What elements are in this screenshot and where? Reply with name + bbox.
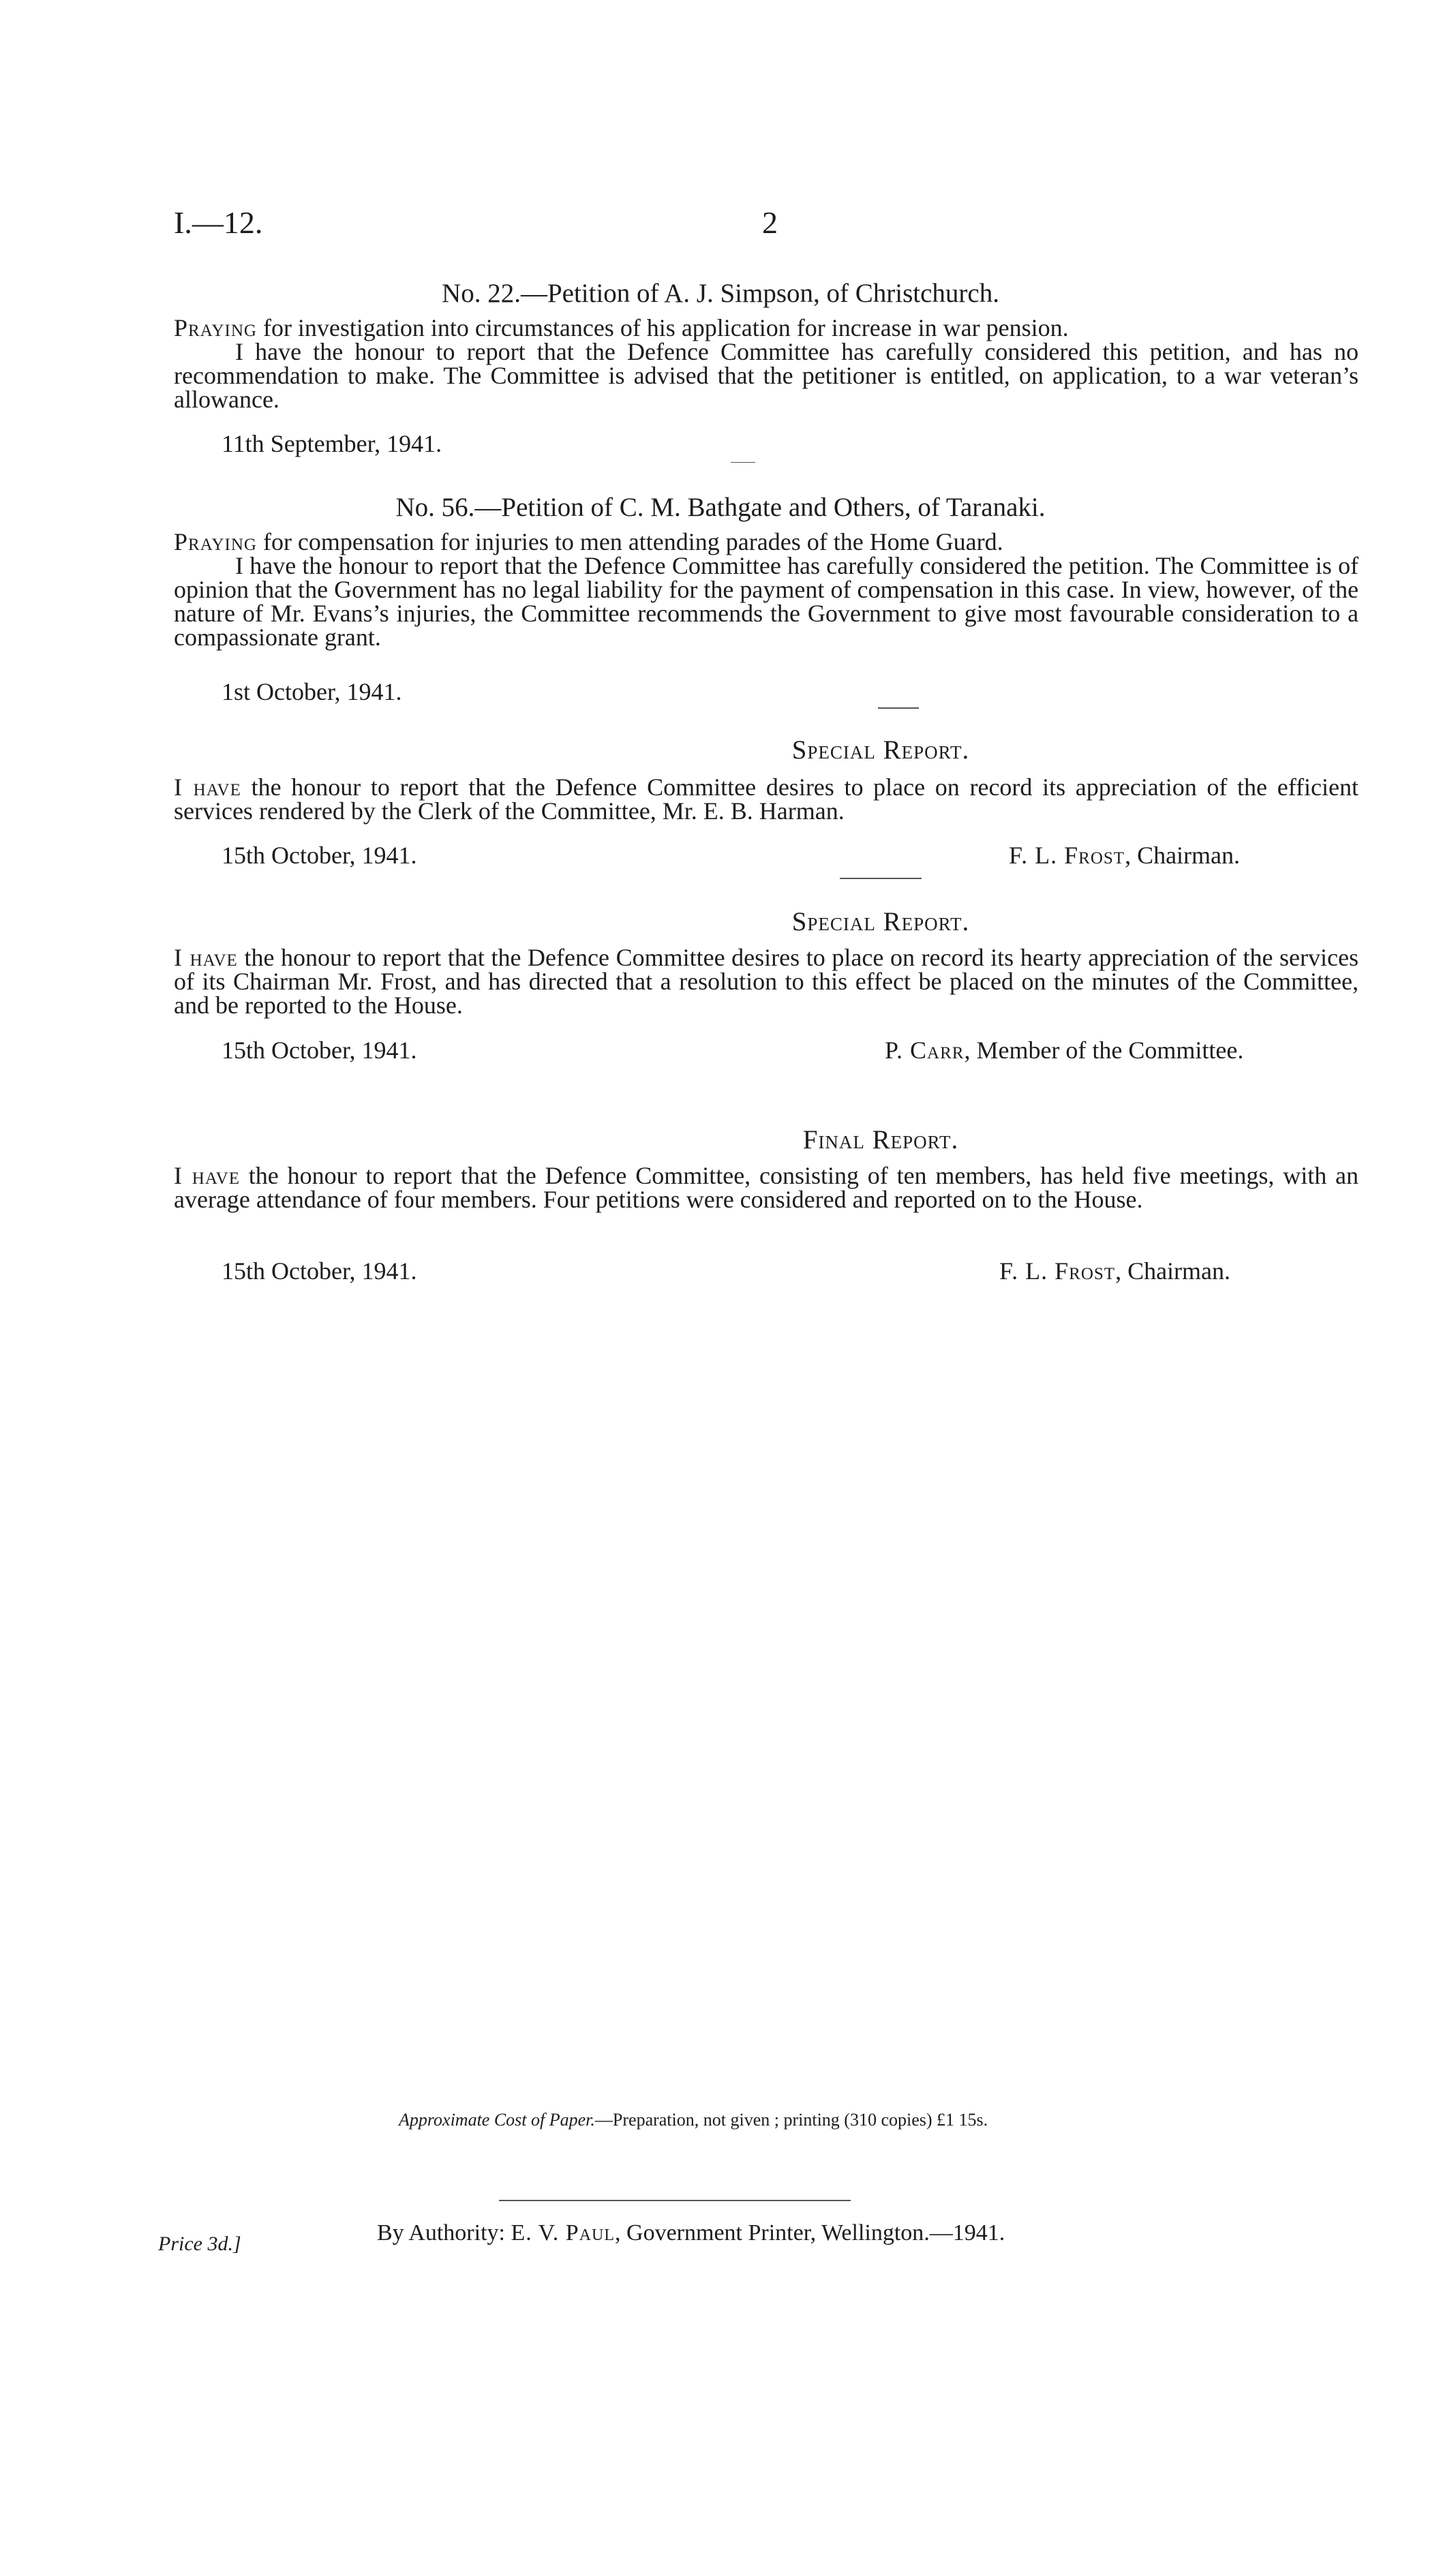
authority-line: [377, 2220, 1005, 2246]
report-lead: I have: [174, 944, 238, 971]
signatory-role: , Chairman.: [1125, 842, 1241, 869]
prayer-text: for compensation for injuries to men attending parades of the Home Guard.: [256, 528, 1003, 555]
section-title: No. 56.—Petition of C. M. Bathgate and Others, of Taranaki.: [395, 493, 1046, 522]
report-date: 15th October, 1941.: [222, 842, 417, 869]
report-signature: [885, 1036, 1243, 1064]
page-number: 2: [762, 205, 778, 240]
report-body: the honour to report that the Defence Committee desires to place on record its appreciation of the efficient services rendered by the Clerk of the Committee, Mr. E. B. Harman.: [174, 773, 1359, 825]
petition-22-text: [174, 316, 1359, 412]
section-title: Final Report.: [802, 1125, 959, 1154]
signatory-name: F. L. Frost: [999, 1257, 1116, 1285]
signatory-name: F. L. Frost: [1009, 842, 1125, 869]
section-divider: [731, 462, 755, 463]
footer-rule: [499, 2200, 851, 2201]
report-date: 11th September, 1941.: [222, 430, 442, 457]
petition-56-title: [0, 492, 1441, 523]
report-body: the honour to report that the Defence Committee, consisting of ten members, has held five meetings, with an average attendance of four members. Four petitions were considered and reported on to the House.: [174, 1162, 1359, 1213]
authority-prefix: By Authority:: [377, 2220, 511, 2245]
special-report-1-title: [160, 735, 1441, 765]
report-body: the honour to report that the Defence Committee desires to place on record its hearty appreciation of the services of its Chairman Mr. Frost, and has directed that a resolution to this effect be placed on the minutes of the Committee, and be reported to the House.: [174, 944, 1359, 1019]
report-date: 15th October, 1941.: [222, 1037, 417, 1064]
approximate-cost-line: [399, 2110, 988, 2130]
report-date: 1st October, 1941.: [222, 678, 402, 705]
prayer-lead: Praying: [174, 314, 257, 341]
report-signature: [999, 1257, 1230, 1285]
final-report-title: [160, 1124, 1441, 1155]
report-lead: I have: [174, 1162, 240, 1189]
section-title: Special Report.: [791, 735, 970, 765]
signatory-role: , Member of the Committee.: [964, 1037, 1244, 1064]
cost-text: —Preparation, not given ; printing (310 copies) £1 15s.: [594, 2110, 988, 2130]
section-title: Special Report.: [791, 907, 970, 936]
report-body: I have the honour to report that the Defence Committee has carefully considered this petition, and has no recommendation to make. The Committee is advised that the petitioner is entitled, on application, to a war veteran’s allowance.: [174, 338, 1359, 413]
signatory-name: P. Carr: [885, 1037, 965, 1064]
signatory-role: , Chairman.: [1115, 1257, 1231, 1285]
report-lead: I have: [174, 773, 241, 801]
section-divider: [878, 707, 919, 709]
report-date: 15th October, 1941.: [222, 1257, 417, 1285]
special-report-2-title: [160, 906, 1441, 937]
special-report-2-text: [174, 946, 1359, 1017]
special-report-1-text: [174, 773, 1359, 825]
section-title: No. 22.—Petition of A. J. Simpson, of Christchurch.: [442, 279, 999, 308]
authority-suffix: , Government Printer, Wellington.—1941.: [615, 2220, 1005, 2245]
final-report-text: [174, 1164, 1359, 1212]
cost-label: Approximate Cost of Paper.: [399, 2110, 595, 2130]
petition-56-text: [174, 530, 1359, 649]
petition-22-title: [0, 278, 1441, 309]
section-divider: [840, 878, 922, 879]
printer-name: E. V. Paul: [511, 2220, 616, 2245]
prayer-lead: Praying: [174, 528, 257, 555]
document-reference: I.—12.: [174, 205, 263, 240]
price-label: Price 3d.]: [158, 2233, 241, 2255]
report-signature: [1009, 841, 1240, 870]
prayer-text: for investigation into circumstances of his application for increase in war pension.: [256, 314, 1069, 341]
report-body: I have the honour to report that the Defence Committee has carefully considered the petition. The Committee is of opinion that the Government has no legal liability for the payment of compensation in this case. In view, however, of the nature of Mr. Evans’s injuries, the Committee recommends the Government to give most favourable consideration to a compassionate grant.: [174, 552, 1359, 651]
